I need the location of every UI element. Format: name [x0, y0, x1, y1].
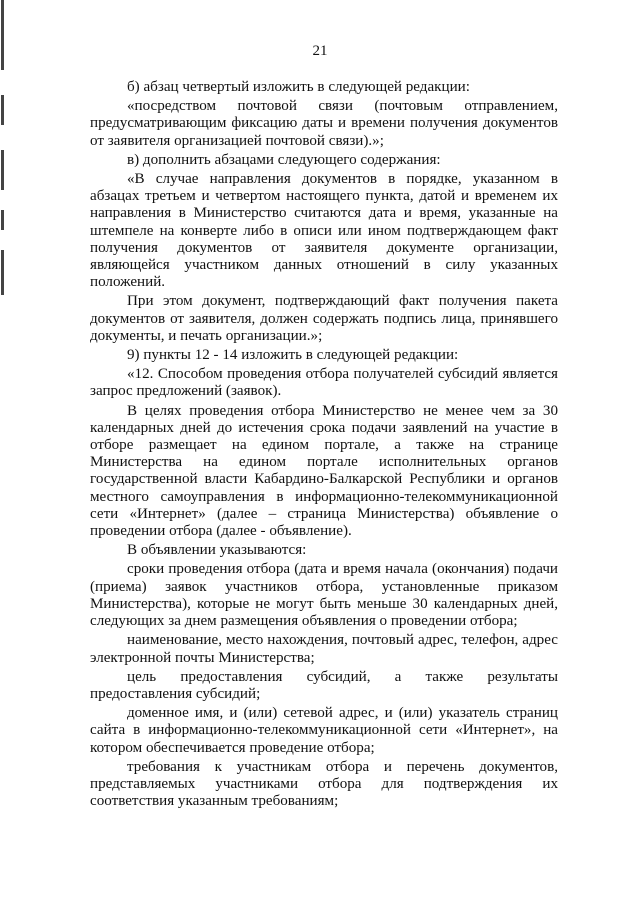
document-body — [90, 79, 558, 812]
paragraph: в) дополнить абзацами следующего содержания: — [127, 151, 441, 168]
paragraph: «12. Способом проведения отбора получателей субсидий является запрос предложений (заявок). — [90, 366, 558, 400]
paragraph: цель предоставления субсидий, а также результаты предоставления субсидий; — [90, 668, 558, 702]
paragraph: При этом документ, подтверждающий факт получения пакета документов от заявителя, должен содержать подпись лица, принявшего документы, и печать организации.»; — [90, 293, 558, 344]
paragraph: доменное имя, и (или) сетевой адрес, и (или) указатель страниц сайта в информационно-телекоммуникационной сети «Интернет», на котором обеспечивается проведение отбора; — [90, 705, 558, 756]
paragraph: В целях проведения отбора Министерство не менее чем за 30 календарных дней до истечения срока подачи заявлений на участие в отборе размещает на едином портале, а также на странице Министерства на едином портале исполнительных органов государственной власти Кабардино-Балкарской Республики и органов местного самоуправления в информационно-телекоммуникационной сети «Интернет» (далее – страница Министерства) объявление о проведении отбора (далее - объявление). — [90, 402, 558, 540]
paragraph: В объявлении указываются: — [127, 542, 307, 559]
paragraph: требования к участникам отбора и перечень документов, представляемых участниками отбора для подтверждения их соответствия указанным требованиям; — [90, 758, 558, 810]
paragraph: «посредством почтовой связи (почтовым отправлением, предусматривающим фиксацию даты и времени получения документов от заявителя организацией почтовой связи).»; — [90, 98, 558, 149]
paragraph: б) абзац четвертый изложить в следующей редакции: — [127, 79, 470, 95]
scan-edge-artifact — [0, 0, 6, 905]
paragraph: сроки проведения отбора (дата и время начала (окончания) подачи (приема) заявок участников отбора, установленные приказом Министерства), которые не могут быть меньше 30 календарных дней, следующих за днем размещения объявления о проведении отбора; — [90, 561, 558, 630]
page-number: 21 — [312, 43, 328, 59]
paragraph: «В случае направления документов в порядке, указанном в абзацах третьем и четвертом настоящего пункта, датой и временем их направления в Министерство считаются дата и время, указанные на штемпеле на конверте либо в описи или ином подтверждающем факт получения документов от заявителя документе организации, являющейся участником данных отношений в силу указанных положений. — [90, 171, 558, 291]
paragraph: 9) пункты 12 - 14 изложить в следующей редакции: — [127, 347, 459, 364]
paragraph: наименование, место нахождения, почтовый адрес, телефон, адрес электронной почты Министерства; — [90, 632, 558, 666]
